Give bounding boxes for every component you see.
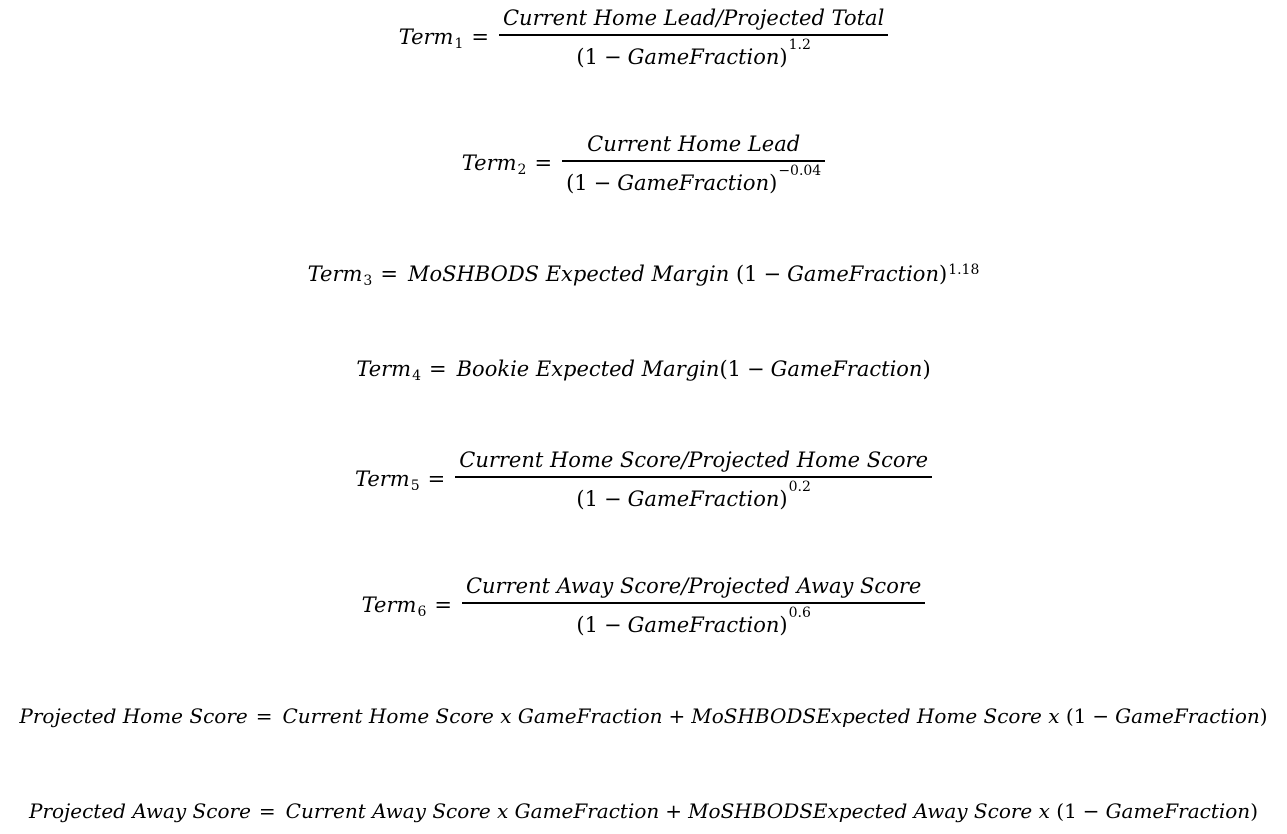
term2-subscript: 2 xyxy=(517,162,527,178)
equation-projected-home-score: Projected Home Score = Current Home Score x GameFraction + MoSHBODSExpected Home Score x (1 − GameFraction ) xyxy=(19,704,1268,728)
term6-denominator: (1 − GameFraction)$^{0.6}$ xyxy=(576,604,811,637)
plus-sign: + xyxy=(665,799,683,823)
term3-rhs: MoSHBODS Expected Margin (1 − GameFraction ) $^{1.18}$ xyxy=(407,262,980,286)
projected-away-part2: MoSHBODSExpected Away Score x xyxy=(688,799,1050,823)
term2-denominator: (1 − GameFraction)$^{-0.04}$ xyxy=(566,162,822,195)
term3-text: MoSHBODS Expected Margin xyxy=(407,262,730,286)
term5-denominator: (1 − GameFraction)$^{0.2}$ xyxy=(576,478,811,511)
term5-subscript: 5 xyxy=(410,478,420,494)
term6-fraction xyxy=(462,572,925,639)
term1-fraction xyxy=(499,4,888,71)
equals-sign: = xyxy=(380,262,398,286)
term3-exponent: 1.18 xyxy=(948,262,980,278)
term2-lhs xyxy=(461,151,527,178)
term5-numerator: Current Home Score/Projected Home Score xyxy=(459,447,929,472)
term5-lhs xyxy=(354,467,420,494)
projected-home-lhs: Projected Home Score xyxy=(19,704,248,728)
equals-sign: = xyxy=(434,593,452,617)
equation-term1 xyxy=(0,2,1287,72)
equation-term4 xyxy=(0,351,1287,387)
term1-name: Term xyxy=(398,25,454,49)
term4-rhs: Bookie Expected Margin (1 − GameFraction ) xyxy=(456,357,931,381)
equals-sign: = xyxy=(258,799,276,823)
term1-den-base: GameFraction xyxy=(627,44,780,69)
projected-home-part1: Current Home Score x GameFraction xyxy=(282,704,663,728)
projected-away-lhs: Projected Away Score xyxy=(28,799,251,823)
equals-sign: = xyxy=(429,357,447,381)
term2-exponent: −0.04 xyxy=(778,162,822,179)
term1-subscript: 1 xyxy=(454,36,464,52)
equation-term5 xyxy=(0,444,1287,514)
term4-base: GameFraction xyxy=(770,357,923,381)
equals-sign: = xyxy=(534,151,553,175)
term6-subscript: 6 xyxy=(417,604,427,620)
term1-lhs xyxy=(398,25,464,52)
equals-sign: = xyxy=(427,467,446,491)
equals-sign: = xyxy=(471,25,489,49)
term4-name: Term xyxy=(356,357,412,381)
term5-fraction xyxy=(455,446,932,513)
term6-name: Term xyxy=(361,593,417,617)
term4-text: Bookie Expected Margin xyxy=(456,357,720,381)
term4-subscript: 4 xyxy=(412,368,422,384)
term1-numerator: Current Home Lead/Projected Total xyxy=(502,5,885,30)
projected-home-part2: MoSHBODSExpected Home Score x xyxy=(691,704,1060,728)
term6-numerator: Current Away Score/Projected Away Score xyxy=(465,573,922,598)
term2-den-base: GameFraction xyxy=(617,170,770,195)
equation-projected-away-score: Projected Away Score = Current Away Score x GameFraction + MoSHBODSExpected Away Score x (1 − GameFraction ) xyxy=(28,799,1258,823)
term3-base: GameFraction xyxy=(787,262,939,286)
term1-denominator: (1 − GameFraction)$^{1.2}$ xyxy=(576,36,811,69)
term6-exponent: 0.6 xyxy=(788,604,811,621)
equation-term2 xyxy=(0,128,1287,198)
equation-term6 xyxy=(0,570,1287,640)
projected-home-base: GameFraction xyxy=(1115,704,1260,728)
term6-lhs xyxy=(361,593,427,620)
term2-numerator: Current Home Lead xyxy=(587,131,801,156)
term3-lhs xyxy=(307,262,373,289)
term2-fraction xyxy=(562,130,825,197)
projected-away-part1: Current Away Score x GameFraction xyxy=(285,799,660,823)
term4-lhs xyxy=(356,357,422,384)
term5-exponent: 0.2 xyxy=(788,478,811,495)
term3-name: Term xyxy=(307,262,363,286)
term1-exponent: 1.2 xyxy=(788,36,811,53)
term6-den-base: GameFraction xyxy=(627,612,780,637)
term5-name: Term xyxy=(354,467,410,491)
equals-sign: = xyxy=(255,704,273,728)
term2-name: Term xyxy=(461,151,517,175)
plus-sign: + xyxy=(668,704,686,728)
term5-den-base: GameFraction xyxy=(627,486,780,511)
term3-subscript: 3 xyxy=(363,273,373,289)
equation-term3 xyxy=(0,256,1287,292)
projected-away-base: GameFraction xyxy=(1105,799,1251,823)
